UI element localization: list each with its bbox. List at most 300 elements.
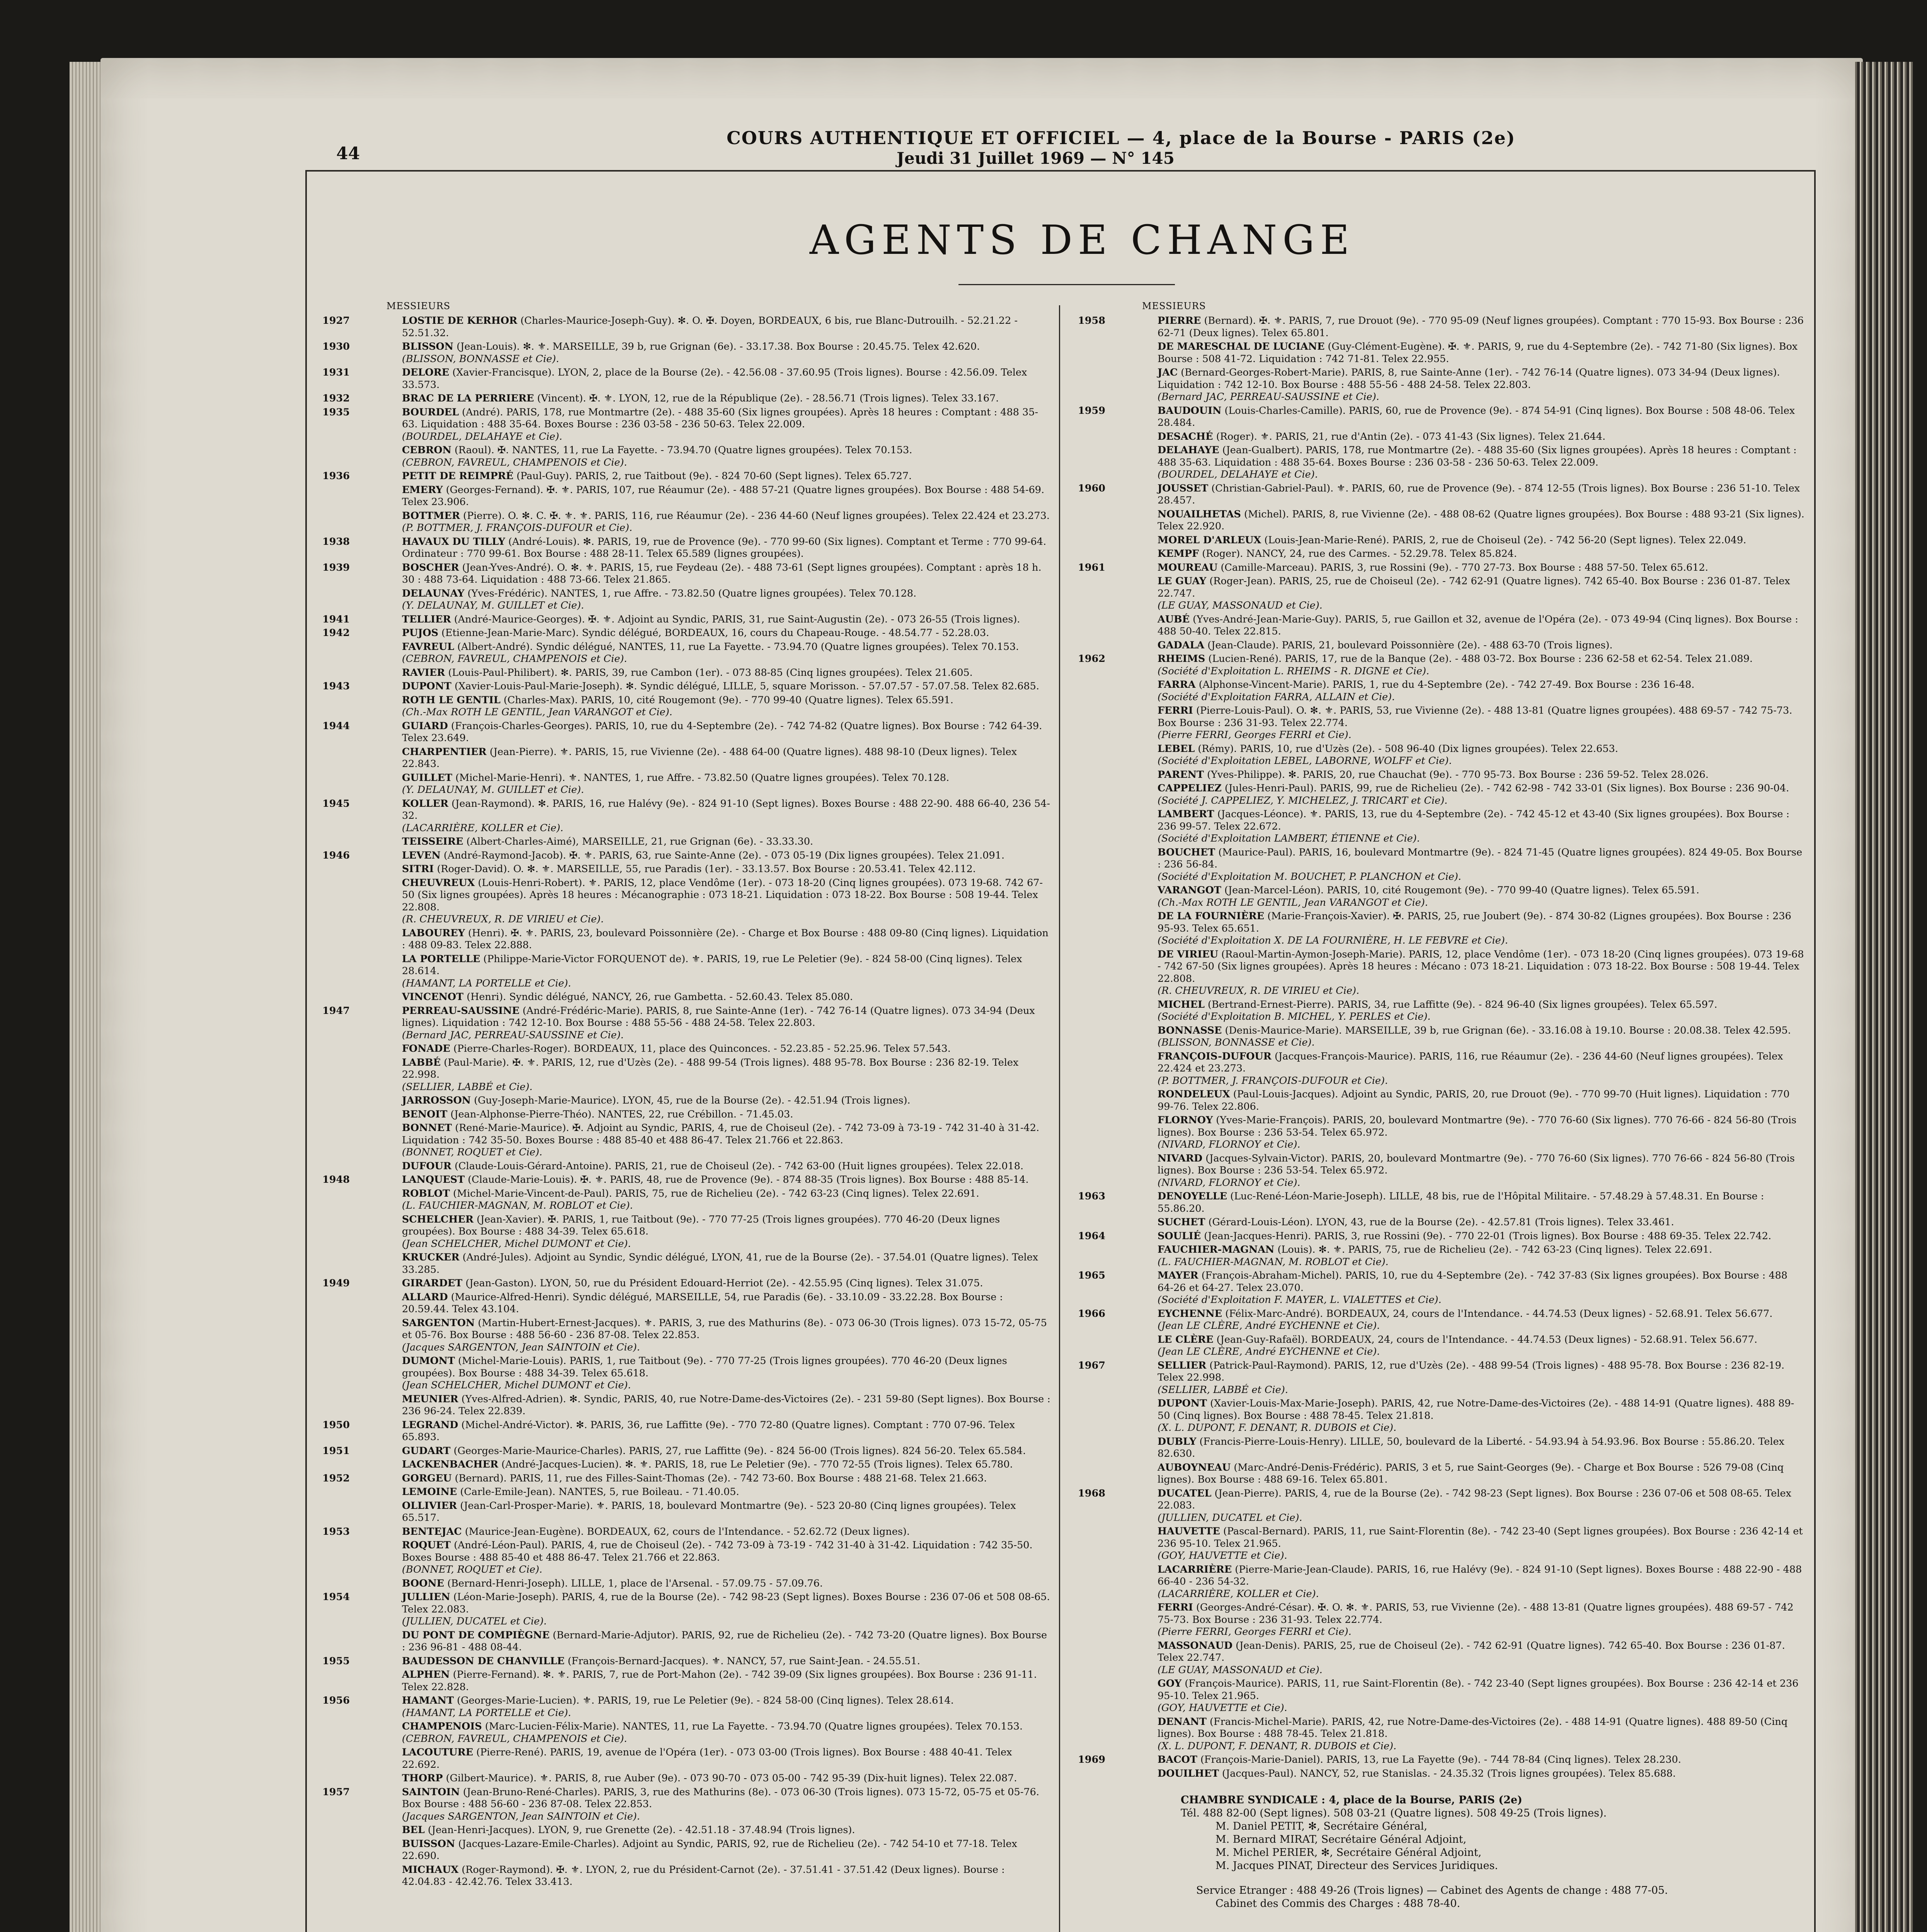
entry-year: 1948 [322, 1174, 350, 1185]
firm-name: (Société d'Exploitation F. MAYER, L. VIALETTES et Cie). [1158, 1294, 1442, 1306]
agent-name: BAUDOUIN [1158, 405, 1222, 417]
entry-year: 1963 [1078, 1190, 1105, 1202]
agent-entry [1072, 315, 1805, 339]
firm-name: (X. L. DUPONT, F. DENANT, R. DUBOIS et Cie). [1158, 1740, 1397, 1752]
agent-entry [317, 1655, 1051, 1668]
agent-entry [317, 510, 1051, 534]
agent-details: (Georges-Marie-Maurice-Charles). PARIS, 27, rue Laffitte (9e). - 824 56-00 (Trois lignes). 824 56-20. Telex 65.584. [453, 1445, 1026, 1457]
agent-entry [317, 1005, 1051, 1042]
agent-entry [1072, 1230, 1805, 1243]
agent-entry [317, 1445, 1051, 1458]
firm-name: (Ch.-Max ROTH LE GENTIL, Jean VARANGOT et Cie). [402, 706, 672, 718]
agent-details: (Jean-Alphonse-Pierre-Théo). NANTES, 22, rue Crébillon. - 71.45.03. [450, 1108, 793, 1120]
agent-name: LEMOINE [402, 1486, 457, 1498]
agent-entry [317, 720, 1051, 745]
agent-entry [317, 1188, 1051, 1212]
agent-entry [317, 1095, 1051, 1107]
agent-details: (Etienne-Jean-Marie-Marc). Syndic délégué, BORDEAUX, 16, cours du Chapeau-Rouge. - 48.54.77 - 52.28.03. [441, 627, 989, 639]
agent-details: (Louis-Jean-Marie-René). PARIS, 2, rue de Choiseul (2e). - 742 56-20 (Sept lignes). Telex 22.049. [1264, 534, 1747, 546]
agent-entry [1072, 1114, 1805, 1151]
agent-name: SCHELCHER [402, 1213, 474, 1225]
agent-name: TELLIER [402, 613, 451, 625]
agent-details: (Christian-Gabriel-Paul). ⚜. PARIS, 60, rue de Provence (9e). - 874 12-55 (Trois lignes). Box Bourse : 236 51-10. Telex 28.457. [1158, 482, 1800, 506]
agent-name: BENTEJAC [402, 1526, 462, 1537]
agent-details: (Bernard). PARIS, 11, rue des Filles-Saint-Thomas (2e). - 742 73-60. Box Bourse : 488 21-68. Telex 21.663. [455, 1472, 987, 1484]
messieurs-label: MESSIEURS [1142, 301, 1206, 311]
agent-entry [1072, 1190, 1805, 1215]
agent-details: (Claude-Marie-Louis). ✠. ⚜. PARIS, 48, rue de Provence (9e). - 874 88-35 (Trois lignes). Box Bourse : 488 85-14. [468, 1174, 1029, 1185]
agent-details: (Pierre-René). PARIS, 19, avenue de l'Opéra (1er). - 073 03-00 (Trois lignes). Box Bourse : 488 40-41. Telex 22.692. [402, 1747, 1012, 1770]
chambre-person: M. Daniel PETIT, ✻, Secrétaire Général, [1215, 1820, 1427, 1832]
agent-entry [317, 1355, 1051, 1392]
left-column [317, 299, 1051, 1932]
agent-entry [1072, 431, 1805, 443]
agent-details: (Xavier-Louis-Paul-Marie-Joseph). ✻. Syndic délégué, LILLE, 5, square Morisson. - 57.07.57 - 57.07.58. Telex 82.685. [455, 680, 1039, 692]
agent-entry [1072, 1564, 1805, 1600]
chambre-syndicale-block [1181, 1794, 1805, 1910]
agent-entry [317, 627, 1051, 639]
agent-details: (Yves-Frédéric). NANTES, 1, rue Affre. - 73.82.50 (Quatre lignes groupées). Telex 70.128. [467, 587, 917, 599]
agent-name: DESACHÉ [1158, 430, 1213, 442]
agent-details: (Rémy). PARIS, 10, rue d'Uzès (2e). - 508 96-40 (Dix lignes groupées). Telex 22.653. [1198, 743, 1618, 755]
firm-name: (BLISSON, BONNASSE et Cie). [1158, 1037, 1315, 1048]
entry-year: 1947 [322, 1005, 350, 1017]
agent-name: RONDELEUX [1158, 1088, 1230, 1100]
header-date: Jeudi 31 Juillet 1969 — N° 145 [897, 149, 1175, 168]
firm-name: (HAMANT, LA PORTELLE et Cie). [402, 1707, 571, 1719]
agent-entry [317, 1578, 1051, 1590]
agent-name: DENANT [1158, 1716, 1207, 1728]
agent-entry [317, 1786, 1051, 1823]
agent-name: FERRI [1158, 705, 1193, 716]
agent-entry [317, 1629, 1051, 1654]
agent-name: MAYER [1158, 1270, 1198, 1281]
agent-name: SOULIÉ [1158, 1230, 1201, 1242]
agent-entry [317, 1109, 1051, 1121]
agent-name: BEL [402, 1824, 425, 1836]
agent-details: (Michel-Marie-Henri). ⚜. NANTES, 1, rue Affre. - 73.82.50 (Quatre lignes groupées). Telex 70.128. [455, 772, 950, 784]
agent-name: THORP [402, 1772, 443, 1784]
agent-name: LACARRIÈRE [1158, 1563, 1232, 1575]
agent-details: (Raoul-Martin-Aymon-Joseph-Marie). PARIS, 12, place Vendôme (1er). - 073 18-20 (Cinq lignes groupées). 073 19-68 - 742 67-50 (Six lignes groupées). Après 18 heures : Mécano : 073 18-21. Liquidation : 073 18-22. Box Bourse : 508 19-44. Telex 22.808. [1158, 948, 1804, 985]
agent-entry [317, 614, 1051, 626]
agent-entry [317, 836, 1051, 848]
agent-details: (Jacques-Lazare-Emile-Charles). Adjoint au Syndic, PARIS, 92, rue de Richelieu (2e). - 742 54-10 et 77-18. Telex 22.690. [402, 1838, 1017, 1862]
agent-details: (Guy-Joseph-Marie-Maurice). LYON, 45, rue de la Bourse (2e). - 42.51.94 (Trois lignes). [474, 1095, 911, 1106]
agent-name: DUPONT [1158, 1398, 1207, 1409]
agent-details: (Jean-Gaston). LYON, 50, rue du Président Edouard-Herriot (2e). - 42.55.95 (Cinq lignes). Telex 31.075. [465, 1277, 983, 1289]
agent-name: DUMONT [402, 1355, 455, 1367]
agent-entry [1072, 483, 1805, 507]
agent-name: OLLIVIER [402, 1500, 457, 1512]
agent-details: (Jacques-Sylvain-Victor). PARIS, 20, boulevard Montmartre (9e). - 770 76-60 (Six lignes). 770 76-66 - 824 56-80 (Trois lignes). Box Bourse : 236 53-54. Telex 65.972. [1158, 1152, 1795, 1176]
agent-details: (Carle-Emile-Jean). NANTES, 5, rue Boileau. - 71.40.05. [460, 1486, 739, 1498]
agent-entry [317, 1669, 1051, 1693]
entry-year: 1942 [322, 627, 350, 639]
agent-name: PERREAU-SAUSSINE [402, 1005, 519, 1017]
agent-entry [317, 470, 1051, 483]
entry-year: 1955 [322, 1655, 350, 1667]
firm-name: (Jean LE CLÈRE, André EYCHENNE et Cie). [1158, 1320, 1380, 1332]
agent-details: (Yves-André-Jean-Marie-Guy). PARIS, 5, rue Gaillon et 32, avenue de l'Opéra (2e). - 073 49-94 (Cinq lignes). Box Bourse : 488 50-40. Telex 22.815. [1158, 613, 1798, 637]
firm-name: (Société d'Exploitation X. DE LA FOURNIÈRE, H. LE FEBVRE et Cie). [1158, 935, 1508, 946]
firm-name: (P. BOTTMER, J. FRANÇOIS-DUFOUR et Cie). [1158, 1075, 1388, 1087]
agent-details: (Jean-Pierre). ⚜. PARIS, 15, rue Vivienne (2e). - 488 64-00 (Quatre lignes). 488 98-10 (Deux lignes). Telex 22.843. [402, 746, 1017, 770]
agent-details: (Roger). ⚜. PARIS, 21, rue d'Antin (2e). - 073 41-43 (Six lignes). Telex 21.644. [1216, 430, 1606, 442]
agent-details: (Jean-Claude). PARIS, 21, boulevard Poissonnière (2e). - 488 63-70 (Trois lignes). [1207, 639, 1613, 651]
agent-name: DELAUNAY [402, 587, 465, 599]
agent-name: LEBEL [1158, 743, 1195, 755]
agent-details: (Xavier-Francisque). LYON, 2, place de la Bourse (2e). - 42.56.08 - 37.60.95 (Trois lignes). Bourse : 42.56.09. Telex 33.573. [402, 367, 1027, 391]
agent-entry [317, 863, 1051, 876]
agent-name: SAINTOIN [402, 1786, 460, 1798]
left-entry-list [317, 315, 1051, 1888]
agent-details: (Félix-Marc-André). BORDEAUX, 24, cours de l'Intendance. - 44.74.53 (Deux lignes) - 52.68.91. Telex 56.677. [1225, 1308, 1773, 1320]
right-column [1072, 299, 1805, 1932]
agent-name: MICHEL [1158, 998, 1205, 1010]
agent-details: (Jacques-François-Maurice). PARIS, 116, rue Réaumur (2e). - 236 44-60 (Neuf lignes groupées). Telex 22.424 et 23.273. [1158, 1050, 1783, 1074]
entry-year: 1967 [1078, 1359, 1105, 1371]
agent-details: (Jean-Pierre). PARIS, 4, rue de la Bourse (2e). - 742 98-23 (Sept lignes). Box Bourse : 236 07-06 et 508 08-65. Telex 22.083. [1158, 1487, 1791, 1511]
agent-name: PARENT [1158, 769, 1204, 781]
agent-name: GUILLET [402, 772, 453, 784]
firm-name: (BONNET, ROQUET et Cie). [402, 1564, 543, 1575]
agent-entry [1072, 1488, 1805, 1524]
firm-name: (X. L. DUPONT, F. DENANT, R. DUBOIS et Cie). [1158, 1422, 1397, 1434]
agent-entry [1072, 1088, 1805, 1113]
agent-details: (Albert-André). Syndic délégué, NANTES, 11, rue La Fayette. - 73.94.70 (Quatre lignes groupées). Telex 70.153. [457, 641, 1019, 653]
agent-entry [1072, 1216, 1805, 1229]
header-title: COURS AUTHENTIQUE ET OFFICIEL — 4, place de la Bourse - PARIS (2e) [727, 128, 1516, 148]
agent-entry [1072, 1716, 1805, 1753]
entry-year: 1930 [322, 341, 350, 352]
agent-entry [1072, 884, 1805, 909]
agent-name: BAUDESSON DE CHANVILLE [402, 1655, 565, 1667]
agent-details: (André-Louis). ✻. PARIS, 19, rue de Provence (9e). - 770 99-60 (Six lignes). Comptant et Terme : 770 99-64. Ordinateur : 770 99-61. Box Bourse : 488 28-11. Telex 65.589 (lignes groupées). [402, 536, 1047, 560]
entry-year: 1966 [1078, 1308, 1105, 1320]
agent-details: (Xavier-Louis-Max-Marie-Joseph). PARIS, 42, rue Notre-Dame-des-Victoires (2e). - 488 14-91 (Quatre lignes). 488 89-50 (Cinq lignes). Box Bourse : 488 78-45. Telex 21.818. [1158, 1398, 1794, 1422]
agent-entry [317, 1864, 1051, 1888]
firm-name: (LACARRIÈRE, KOLLER et Cie). [1158, 1588, 1319, 1600]
agent-name: DELORE [402, 367, 449, 378]
agent-details: (Jean-Henri-Jacques). LYON, 9, rue Grenette (2e). - 42.51.18 - 37.48.94 (Trois lignes). [428, 1824, 855, 1836]
agent-name: LAMBERT [1158, 808, 1214, 820]
agent-name: DUPONT [402, 680, 452, 692]
agent-name: RHEIMS [1158, 653, 1205, 665]
agent-name: HAMANT [402, 1695, 454, 1706]
agent-entry [317, 315, 1051, 339]
agent-entry [317, 1043, 1051, 1055]
chambre-person: M. Jacques PINAT, Directeur des Services Juridiques. [1215, 1860, 1498, 1872]
agent-name: AUBOYNEAU [1158, 1461, 1231, 1473]
agent-entry [1072, 847, 1805, 883]
agent-name: JAC [1158, 367, 1178, 378]
agent-details: (Jean-Carl-Prosper-Marie). ⚜. PARIS, 18, boulevard Montmartre (9e). - 523 20-80 (Cinq lignes groupées). Telex 65.517. [402, 1500, 1016, 1524]
entry-year: 1950 [322, 1419, 350, 1431]
firm-name: (NIVARD, FLORNOY et Cie). [1158, 1139, 1301, 1150]
agent-entry [1072, 562, 1805, 574]
agent-details: (Alphonse-Vincent-Marie). PARIS, 1, rue du 4-Septembre (2e). - 742 27-49. Box Bourse : 236 16-48. [1198, 679, 1695, 690]
agent-name: LA PORTELLE [402, 953, 480, 965]
agent-entry [317, 1486, 1051, 1498]
entry-year: 1961 [1078, 561, 1105, 573]
agent-name: GOY [1158, 1678, 1182, 1689]
agent-entry [317, 1122, 1051, 1159]
agent-entry [317, 991, 1051, 1003]
agent-details: (Jean-Jacques-Henri). PARIS, 3, rue Rossini (9e). - 770 22-01 (Trois lignes). Box Bourse : 488 69-35. Telex 22.742. [1204, 1230, 1772, 1242]
agent-details: (François-Charles-Georges). PARIS, 10, rue du 4-Septembre (2e). - 742 74-82 (Quatre lignes). Box Bourse : 742 64-39. Telex 23.649. [402, 720, 1042, 744]
agent-entry [1072, 1051, 1805, 1087]
agent-name: DU PONT DE COMPIÈGNE [402, 1629, 550, 1641]
firm-name: (BOURDEL, DELAHAYE et Cie). [402, 430, 562, 442]
agent-name: FONADE [402, 1043, 450, 1054]
agent-details: (Francis-Michel-Marie). PARIS, 42, rue Notre-Dame-des-Victoires (2e). - 488 14-91 (Quatre lignes). 488 89-50 (Cinq lignes). Box Bourse : 488 78-45. Telex 21.818. [1158, 1716, 1788, 1740]
firm-name: (SELLIER, LABBÉ et Cie). [402, 1081, 533, 1093]
agent-details: (Jean-Bruno-René-Charles). PARIS, 3, rue des Mathurins (8e). - 073 06-30 (Trois lignes). 073 15-72, 05-75 et 05-76. Box Bourse : 488 56-60 - 236 87-08. Telex 22.853. [402, 1786, 1039, 1810]
entry-year: 1965 [1078, 1270, 1105, 1281]
agent-entry [1072, 548, 1805, 560]
agent-name: PUJOS [402, 627, 439, 639]
agent-name: BOUCHET [1158, 846, 1215, 858]
agent-name: KEMPF [1158, 548, 1199, 560]
agent-entry [1072, 1334, 1805, 1358]
entry-year: 1960 [1078, 482, 1105, 494]
agent-name: LE CLÈRE [1158, 1333, 1214, 1345]
entry-year: 1946 [322, 849, 350, 861]
agent-entry [317, 367, 1051, 391]
agent-details: (François-Marie-Daniel). PARIS, 13, rue La Fayette (9e). - 744 78-84 (Cinq lignes). Telex 28.230. [1200, 1754, 1681, 1765]
agent-name: KOLLER [402, 798, 449, 810]
firm-name: (CEBRON, FAVREUL, CHAMPENOIS et Cie). [402, 456, 627, 468]
agent-details: (Bernard-Henri-Joseph). LILLE, 1, place de l'Arsenal. - 57.09.75 - 57.09.76. [447, 1577, 823, 1589]
firm-name: (JULLIEN, DUCATEL et Cie). [402, 1616, 547, 1627]
agent-entry [1072, 782, 1805, 807]
agent-entry [317, 406, 1051, 443]
firm-name: (R. CHEUVREUX, R. DE VIRIEU et Cie). [1158, 985, 1360, 997]
firm-name: (Pierre FERRI, Georges FERRI et Cie). [1158, 729, 1352, 741]
agent-entry [317, 694, 1051, 719]
agent-entry [317, 1695, 1051, 1719]
agent-details: (Michel-André-Victor). ✻. PARIS, 36, rue Laffitte (9e). - 770 72-80 (Quatre lignes). Comptant : 770 07-96. Telex 65.893. [402, 1419, 1015, 1443]
agent-name: CHARPENTIER [402, 746, 487, 758]
agent-entry [1072, 444, 1805, 481]
agent-name: LEVEN [402, 849, 441, 861]
agent-details: (Pierre-Marie-Jean-Claude). PARIS, 16, rue Halévy (9e). - 824 91-10 (Sept lignes). Boxes Bourse : 488 22-90 - 488 66-40 - 236 54-32. [1158, 1563, 1802, 1587]
agent-entry [1072, 1436, 1805, 1460]
agent-details: (Roger-David). O. ✻. ⚜. MARSEILLE, 55, rue Paradis (1er). - 33.13.57. Box Bourse : 20.53.41. Telex 42.112. [437, 863, 976, 875]
agent-name: DUCATEL [1158, 1487, 1212, 1499]
agent-entry [317, 1747, 1051, 1771]
agent-name: TEISSEIRE [402, 836, 463, 847]
agent-entry [317, 1277, 1051, 1290]
agent-entry [317, 1591, 1051, 1628]
agent-entry [1072, 1308, 1805, 1332]
agent-entry [317, 850, 1051, 862]
firm-name: (Société d'Exploitation LAMBERT, ÉTIENNE et Cie). [1158, 833, 1420, 844]
agent-entry [317, 588, 1051, 612]
firm-name: (Bernard JAC, PERREAU-SAUSSINE et Cie). [402, 1029, 624, 1041]
firm-name: (Société d'Exploitation L. RHEIMS - R. DIGNE et Cie). [1158, 665, 1430, 677]
firm-name: (Jacques SARGENTON, Jean SAINTOIN et Cie). [402, 1341, 640, 1353]
entry-year: 1945 [322, 798, 350, 810]
firm-name: (Ch.-Max ROTH LE GENTIL, Jean VARANGOT et Cie). [1158, 896, 1428, 908]
entry-year: 1959 [1078, 405, 1105, 417]
agent-name: BOTTMER [402, 510, 460, 522]
agent-details: (François-Maurice). PARIS, 11, rue Saint-Florentin (8e). - 742 23-40 (Sept lignes groupées). Box Bourse : 236 42-14 et 236 95-10. Telex 21.965. [1158, 1678, 1799, 1702]
agent-name: BENOIT [402, 1108, 448, 1120]
agent-details: (Jean-Denis). PARIS, 25, rue de Choiseul (2e). - 742 62-91 (Quatre lignes). 742 65-40. Box Bourse : 236 01-87. Telex 22.747. [1158, 1639, 1785, 1663]
agent-details: (Martin-Hubert-Ernest-Jacques). ⚜. PARIS, 3, rue des Mathurins (8e). - 073 06-30 (Trois lignes). 073 15-72, 05-75 et 05-76. Box Bourse : 488 56-60 - 236 87-08. Telex 22.853. [402, 1317, 1047, 1341]
agent-entry [1072, 949, 1805, 997]
firm-name: (Jean LE CLÈRE, André EYCHENNE et Cie). [1158, 1346, 1380, 1357]
agent-name: LE GUAY [1158, 575, 1207, 587]
agent-name: PIERRE [1158, 315, 1201, 327]
entry-year: 1939 [322, 561, 350, 573]
agent-name: JARROSSON [402, 1095, 471, 1106]
agent-details: (Jean-Marcel-Léon). PARIS, 10, cité Rougemont (9e). - 770 99-40 (Quatre lignes). Telex 65.591. [1224, 884, 1699, 896]
agent-details: (Jean-Raymond). ✻. PARIS, 16, rue Halévy (9e). - 824 91-10 (Sept lignes). Boxes Bourse : 488 22-90. 488 66-40, 236 54-32. [402, 798, 1050, 821]
agent-name: MICHAUX [402, 1864, 459, 1876]
agent-details: (André-Raymond-Jacob). ✠. ⚜. PARIS, 63, rue Sainte-Anne (2e). - 073 05-19 (Dix lignes groupées). Telex 21.091. [444, 849, 1005, 861]
agent-name: GIRARDET [402, 1277, 463, 1289]
agent-details: (Roger-Raymond). ✠. ⚜. LYON, 2, rue du Président-Carnot (2e). - 37.51.41 - 37.51.42 (Deux lignes). Bourse : 42.04.83 - 42.42.76. Telex 33.413. [402, 1864, 1005, 1888]
agent-entry [317, 1721, 1051, 1745]
agent-details: (Jean-Guy-Rafaël). BORDEAUX, 24, cours de l'Intendance. - 44.74.53 (Deux lignes) - 52.68.91. Telex 56.677. [1216, 1333, 1757, 1345]
agent-entry [1072, 999, 1805, 1023]
agent-entry [317, 1500, 1051, 1524]
agent-name: LACOUTURE [402, 1747, 473, 1758]
agent-name: DE LA FOURNIÈRE [1158, 910, 1265, 922]
firm-name: (Y. DELAUNAY, M. GUILLET et Cie). [402, 600, 584, 611]
agent-name: GORGEU [402, 1472, 452, 1484]
entry-year: 1935 [322, 406, 350, 418]
agent-entry [317, 1252, 1051, 1276]
agent-entry [1072, 1360, 1805, 1396]
agent-details: (Albert-Charles-Aimé), MARSEILLE, 21, rue Grignan (6e). - 33.33.30. [466, 836, 814, 847]
agent-name: CHEUVREUX [402, 877, 475, 889]
agent-details: (André-Frédéric-Marie). PARIS, 8, rue Sainte-Anne (1er). - 742 76-14 (Quatre lignes). 073 34-94 (Deux lignes). Liquidation : 742 12-10. Box Bourse : 488 55-56 - 488 24-58. Telex 22.803. [402, 1005, 1035, 1029]
entry-year: 1969 [1078, 1754, 1105, 1765]
agent-entry [1072, 1768, 1805, 1780]
agent-entry [317, 667, 1051, 679]
entry-year: 1954 [322, 1591, 350, 1603]
agent-details: (Bertrand-Ernest-Pierre). PARIS, 34, rue Laffitte (9e). - 824 96-40 (Six lignes groupées). Telex 65.597. [1208, 998, 1718, 1010]
agent-name: ALPHEN [402, 1669, 450, 1680]
agent-details: (Marie-François-Xavier). ✠. PARIS, 25, rue Joubert (9e). - 874 30-82 (Lignes groupées). Box Bourse : 236 95-93. Telex 65.651. [1158, 910, 1791, 934]
entry-year: 1962 [1078, 653, 1105, 665]
page-title: AGENTS DE CHANGE [809, 216, 1355, 264]
agent-entry [1072, 1025, 1805, 1049]
agent-entry [1072, 808, 1805, 845]
entry-year: 1938 [322, 536, 350, 548]
entry-year: 1943 [322, 680, 350, 692]
agent-details: (Raoul). ✠. NANTES, 11, rue La Fayette. - 73.94.70 (Quatre lignes groupées). Telex 70.153. [455, 444, 912, 456]
agent-entry [317, 1317, 1051, 1354]
agent-details: (Paul-Louis-Jacques). Adjoint au Syndic, PARIS, 20, rue Drouot (9e). - 770 99-70 (Huit lignes). Liquidation : 770 99-76. Telex 22.806. [1158, 1088, 1790, 1112]
agent-details: (Luc-René-Léon-Marie-Joseph). LILLE, 48 bis, rue de l'Hôpital Militaire. - 57.48.29 à 57.48.31. En Bourse : 55.86.20. [1158, 1190, 1764, 1214]
agent-entry [1072, 1244, 1805, 1268]
agent-entry [1072, 534, 1805, 547]
agent-name: BONNET [402, 1122, 452, 1134]
agent-entry [317, 953, 1051, 990]
entry-year: 1944 [322, 720, 350, 732]
agent-name: BOONE [402, 1577, 444, 1589]
agent-details: (François-Abraham-Michel). PARIS, 10, rue du 4-Septembre (2e). - 742 37-83 (Six lignes groupées). Box Bourse : 488 64-26 et 64-27. Telex 23.070. [1158, 1270, 1788, 1294]
agent-details: (Gilbert-Maurice). ⚜. PARIS, 8, rue Auber (9e). - 073 90-70 - 073 05-00 - 742 95-39 (Dix-huit lignes). Telex 22.087. [446, 1772, 1017, 1784]
chambre-service-line: Service Etranger : 488 49-26 (Trois lignes) — Cabinet des Agents de change : 488 77-05. [1196, 1884, 1668, 1896]
agent-details: (Francis-Pierre-Louis-Henry). LILLE, 50, boulevard de la Liberté. - 54.93.94 à 54.93.96. Box Bourse : 55.86.20. Telex 82.630. [1158, 1435, 1785, 1459]
agent-name: DUBLY [1158, 1435, 1197, 1447]
agent-entry [317, 1526, 1051, 1538]
firm-name: (Pierre FERRI, Georges FERRI et Cie). [1158, 1626, 1352, 1638]
agent-name: HAVAUX DU TILLY [402, 536, 506, 548]
agent-details: (Bernard). ✠. ⚜. PARIS, 7, rue Drouot (9e). - 770 95-09 (Neuf lignes groupées). Comptant : 770 15-93. Box Bourse : 236 62-71 (Deux lignes). Telex 65.801. [1158, 315, 1804, 339]
firm-name: (Jean SCHELCHER, Michel DUMONT et Cie). [402, 1238, 631, 1250]
firm-name: (BONNET, ROQUET et Cie). [402, 1146, 543, 1158]
agent-name: LACKENBACHER [402, 1459, 499, 1470]
agent-entry [317, 680, 1051, 693]
agent-details: (Louis-Charles-Camille). PARIS, 60, rue de Provence (9e). - 874 54-91 (Cinq lignes). Box Bourse : 508 48-06. Telex 28.484. [1158, 405, 1795, 429]
chambre-service-line: Cabinet des Commis des Charges : 488 78-40. [1215, 1898, 1461, 1910]
agent-name: HAUVETTE [1158, 1526, 1220, 1537]
agent-name: FERRI [1158, 1602, 1193, 1613]
agent-entry [317, 393, 1051, 405]
right-entry-list [1072, 315, 1805, 1780]
entry-year: 1953 [322, 1526, 350, 1537]
agent-details: (Charles-Maurice-Joseph-Guy). ✻. O. ✠. Doyen, BORDEAUX, 6 bis, rue Blanc-Dutrouilh. - 52.21.22 - 52.51.32. [402, 315, 1018, 339]
agent-name: BOSCHER [402, 561, 459, 573]
agent-details: (Vincent). ✠. ⚜. LYON, 12, rue de la République (2e). - 28.56.71 (Trois lignes). Telex 33.167. [537, 393, 999, 404]
agent-name: ROBLOT [402, 1187, 450, 1199]
agent-name: DOUILHET [1158, 1767, 1219, 1779]
agent-name: ALLARD [402, 1291, 448, 1303]
agent-details: (Louis-Henri-Robert). ⚜. PARIS, 12, place Vendôme (1er). - 073 18-20 (Cinq lignes groupées). 073 19-68. 742 67-50 (Six lignes groupées). Après 18 heures : Mécanographie : 073 18-21. Liquidation : 073 18-22. Box Bourse : 508 19-44. Telex 22.808. [402, 877, 1043, 913]
agent-details: (André-Jules). Adjoint au Syndic, Syndic délégué, LYON, 41, rue de la Bourse (2e). - 37.54.01 (Quatre lignes). Telex 33.285. [402, 1252, 1038, 1276]
agent-details: (Georges-Marie-Lucien). ⚜. PARIS, 19, rue Le Peletier (9e). - 824 58-00 (Cinq lignes). Telex 28.614. [457, 1695, 954, 1706]
entry-year: 1927 [322, 315, 350, 327]
agent-entry [1072, 1602, 1805, 1638]
agent-details: (Pierre-Louis-Paul). O. ✻. ⚜. PARIS, 53, rue Vivienne (2e). - 488 13-81 (Quatre lignes groupées). 488 69-57 - 742 75-73. Box Bourse : 236 31-93. Telex 22.774. [1158, 705, 1793, 729]
agent-details: (Jacques-Paul). NANCY, 52, rue Stanislas. - 24.35.32 (Trois lignes groupées). Telex 85.688. [1222, 1767, 1676, 1779]
agent-details: (Michel-Marie-Vincent-de-Paul). PARIS, 75, rue de Richelieu (2e). - 742 63-23 (Cinq lignes). Telex 22.691. [453, 1187, 979, 1199]
firm-name: (Société J. CAPPELIEZ, Y. MICHELEZ, J. TRICART et Cie). [1158, 794, 1448, 806]
firm-name: (Société d'Exploitation B. MICHEL, Y. PERLES et Cie). [1158, 1011, 1431, 1022]
column-divider [1059, 305, 1060, 1932]
chambre-person: M. Michel PERIER, ✻, Secrétaire Général Adjoint, [1215, 1847, 1482, 1859]
firm-name: (Société d'Exploitation M. BOUCHET, P. PLANCHON et Cie). [1158, 871, 1461, 883]
agent-entry [317, 1291, 1051, 1316]
agent-details: (Claude-Louis-Gérard-Antoine). PARIS, 21, rue de Choiseul (2e). - 742 63-00 (Huit lignes groupées). Telex 22.018. [455, 1160, 1024, 1172]
agent-details: (Paul-Marie). ✠. ⚜. PARIS, 12, rue d'Uzès (2e). - 488 99-54 (Trois lignes). 488 95-78. Box Bourse : 236 82-19. Telex 22.998. [402, 1056, 1019, 1080]
agent-name: BRAC DE LA PERRIERE [402, 393, 534, 404]
messieurs-label: MESSIEURS [386, 301, 451, 311]
agent-details: (Charles-Max). PARIS, 10, cité Rougemont (9e). - 770 99-40 (Quatre lignes). Telex 65.591. [504, 694, 953, 706]
agent-name: DE MARESCHAL DE LUCIANE [1158, 341, 1325, 352]
agent-details: (Jean-Xavier). ✠. PARIS, 1, rue Taitbout (9e). - 770 77-25 (Trois lignes groupées). 770 46-20 (Deux lignes groupées). Box Bourse : 488 34-39. Telex 65.618. [402, 1213, 1000, 1237]
agent-name: JULLIEN [402, 1591, 450, 1603]
firm-name: (R. CHEUVREUX, R. DE VIRIEU et Cie). [402, 913, 604, 925]
entry-year: 1968 [1078, 1487, 1105, 1499]
agent-details: (Georges-André-César). ✠. O. ✻. ⚜. PARIS, 53, rue Vivienne (2e). - 488 13-81 (Quatre lignes groupées). 488 69-57 - 742 75-73. Box Bourse : 236 31-93. Telex 22.774. [1158, 1602, 1794, 1626]
entry-year: 1949 [322, 1277, 350, 1289]
agent-entry [1072, 910, 1805, 947]
firm-name: (LE GUAY, MASSONAUD et Cie). [1158, 600, 1323, 611]
agent-name: KRUCKER [402, 1252, 460, 1263]
agent-details: (Yves-Philippe). ✻. PARIS, 20, rue Chauchat (9e). - 770 95-73. Box Bourse : 236 59-52. Telex 28.026. [1207, 769, 1709, 781]
entry-year: 1951 [322, 1445, 350, 1457]
agent-entry [1072, 1270, 1805, 1306]
agent-name: LEGRAND [402, 1419, 458, 1431]
